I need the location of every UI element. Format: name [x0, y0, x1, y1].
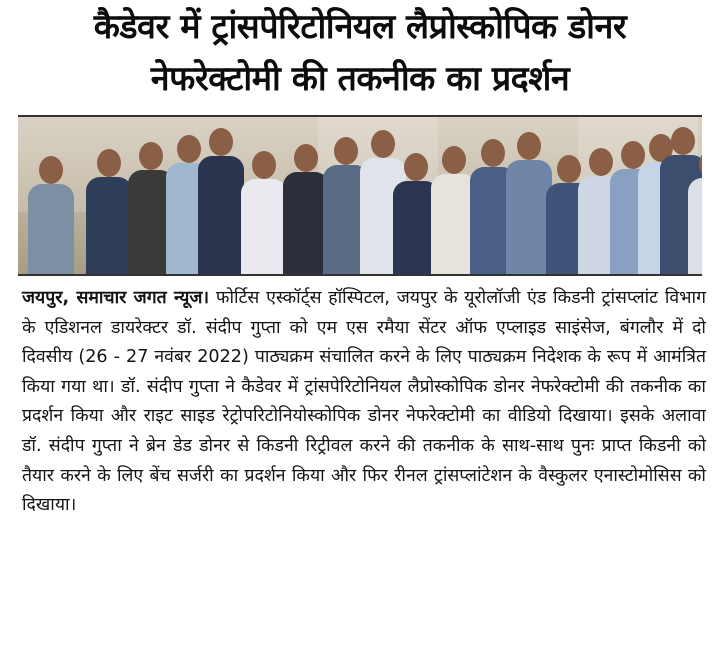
photo-person	[26, 156, 76, 274]
photo-person-head	[404, 153, 428, 181]
photo-person-head	[699, 150, 702, 178]
photo-person-head	[39, 156, 63, 184]
photo-person-body	[688, 178, 702, 274]
photo-person-head	[442, 146, 466, 174]
photo-person-head	[209, 128, 233, 156]
photo-person-head	[97, 149, 121, 177]
article-dateline: जयपुर, समाचार जगत न्यूज।	[22, 288, 210, 308]
article-text: फोर्टिस एस्कॉर्ट्स हॉस्पिटल, जयपुर के यूरोलॉजी एंड किडनी ट्रांसप्लांट विभाग के एडिशनल डायरेक्टर डॉ. संदीप गुप्ता को एम एस रमैया सेंटर ऑफ एप्लाइड साइंसेज, बंगलौर में दो दिवसीय (26 - 27 नवंबर 2022) पाठ्यक्रम संचालित करने के लिए पाठ्यक्रम निदेशक के रूप में आमंत्रित किया गया था। डॉ. संदीप गुप्ता ने कैडेवर में ट्रांसपेरिटोनियल लैप्रोस्कोपिक डोनर नेफरेक्टोमी की तकनीक का प्रदर्शन किया और राइट साइड रेट्रोपरिटोनियोस्कोपिक डोनर नेफरेक्टोमी का वीडियो दिखाया। इसके अलावा डॉ. संदीप गुप्ता ने ब्रेन डेड डोनर से किडनी रिट्रीवल करने की तकनीक के साथ-साथ पुनः प्राप्त किडनी को तैयार करने के लिए बेंच सर्जरी का प्रदर्शन किया और फिर रीनल ट्रांसप्लांटेशन के वैस्कुलर एनास्टोमोसिस को दिखाया।	[22, 288, 706, 516]
photo-person-body	[28, 184, 74, 274]
photo-person-head	[517, 132, 541, 160]
photo-person-head	[481, 139, 505, 167]
photo-person-head	[252, 151, 276, 179]
photo-person-head	[294, 144, 318, 172]
headline-line-1: कैडेवर में ट्रांसपेरिटोनियल लैप्रोस्कोपिक डोनर	[93, 7, 627, 47]
headline	[0, 4, 720, 102]
group-photo	[18, 115, 702, 276]
headline-line-2: नेफरेक्टोमी की तकनीक का प्रदर्शन	[150, 59, 570, 99]
photo-person	[686, 150, 702, 274]
photo-person-head	[334, 137, 358, 165]
photo-person-head	[139, 142, 163, 170]
article-body	[22, 284, 706, 521]
photo-person-body	[198, 156, 244, 274]
